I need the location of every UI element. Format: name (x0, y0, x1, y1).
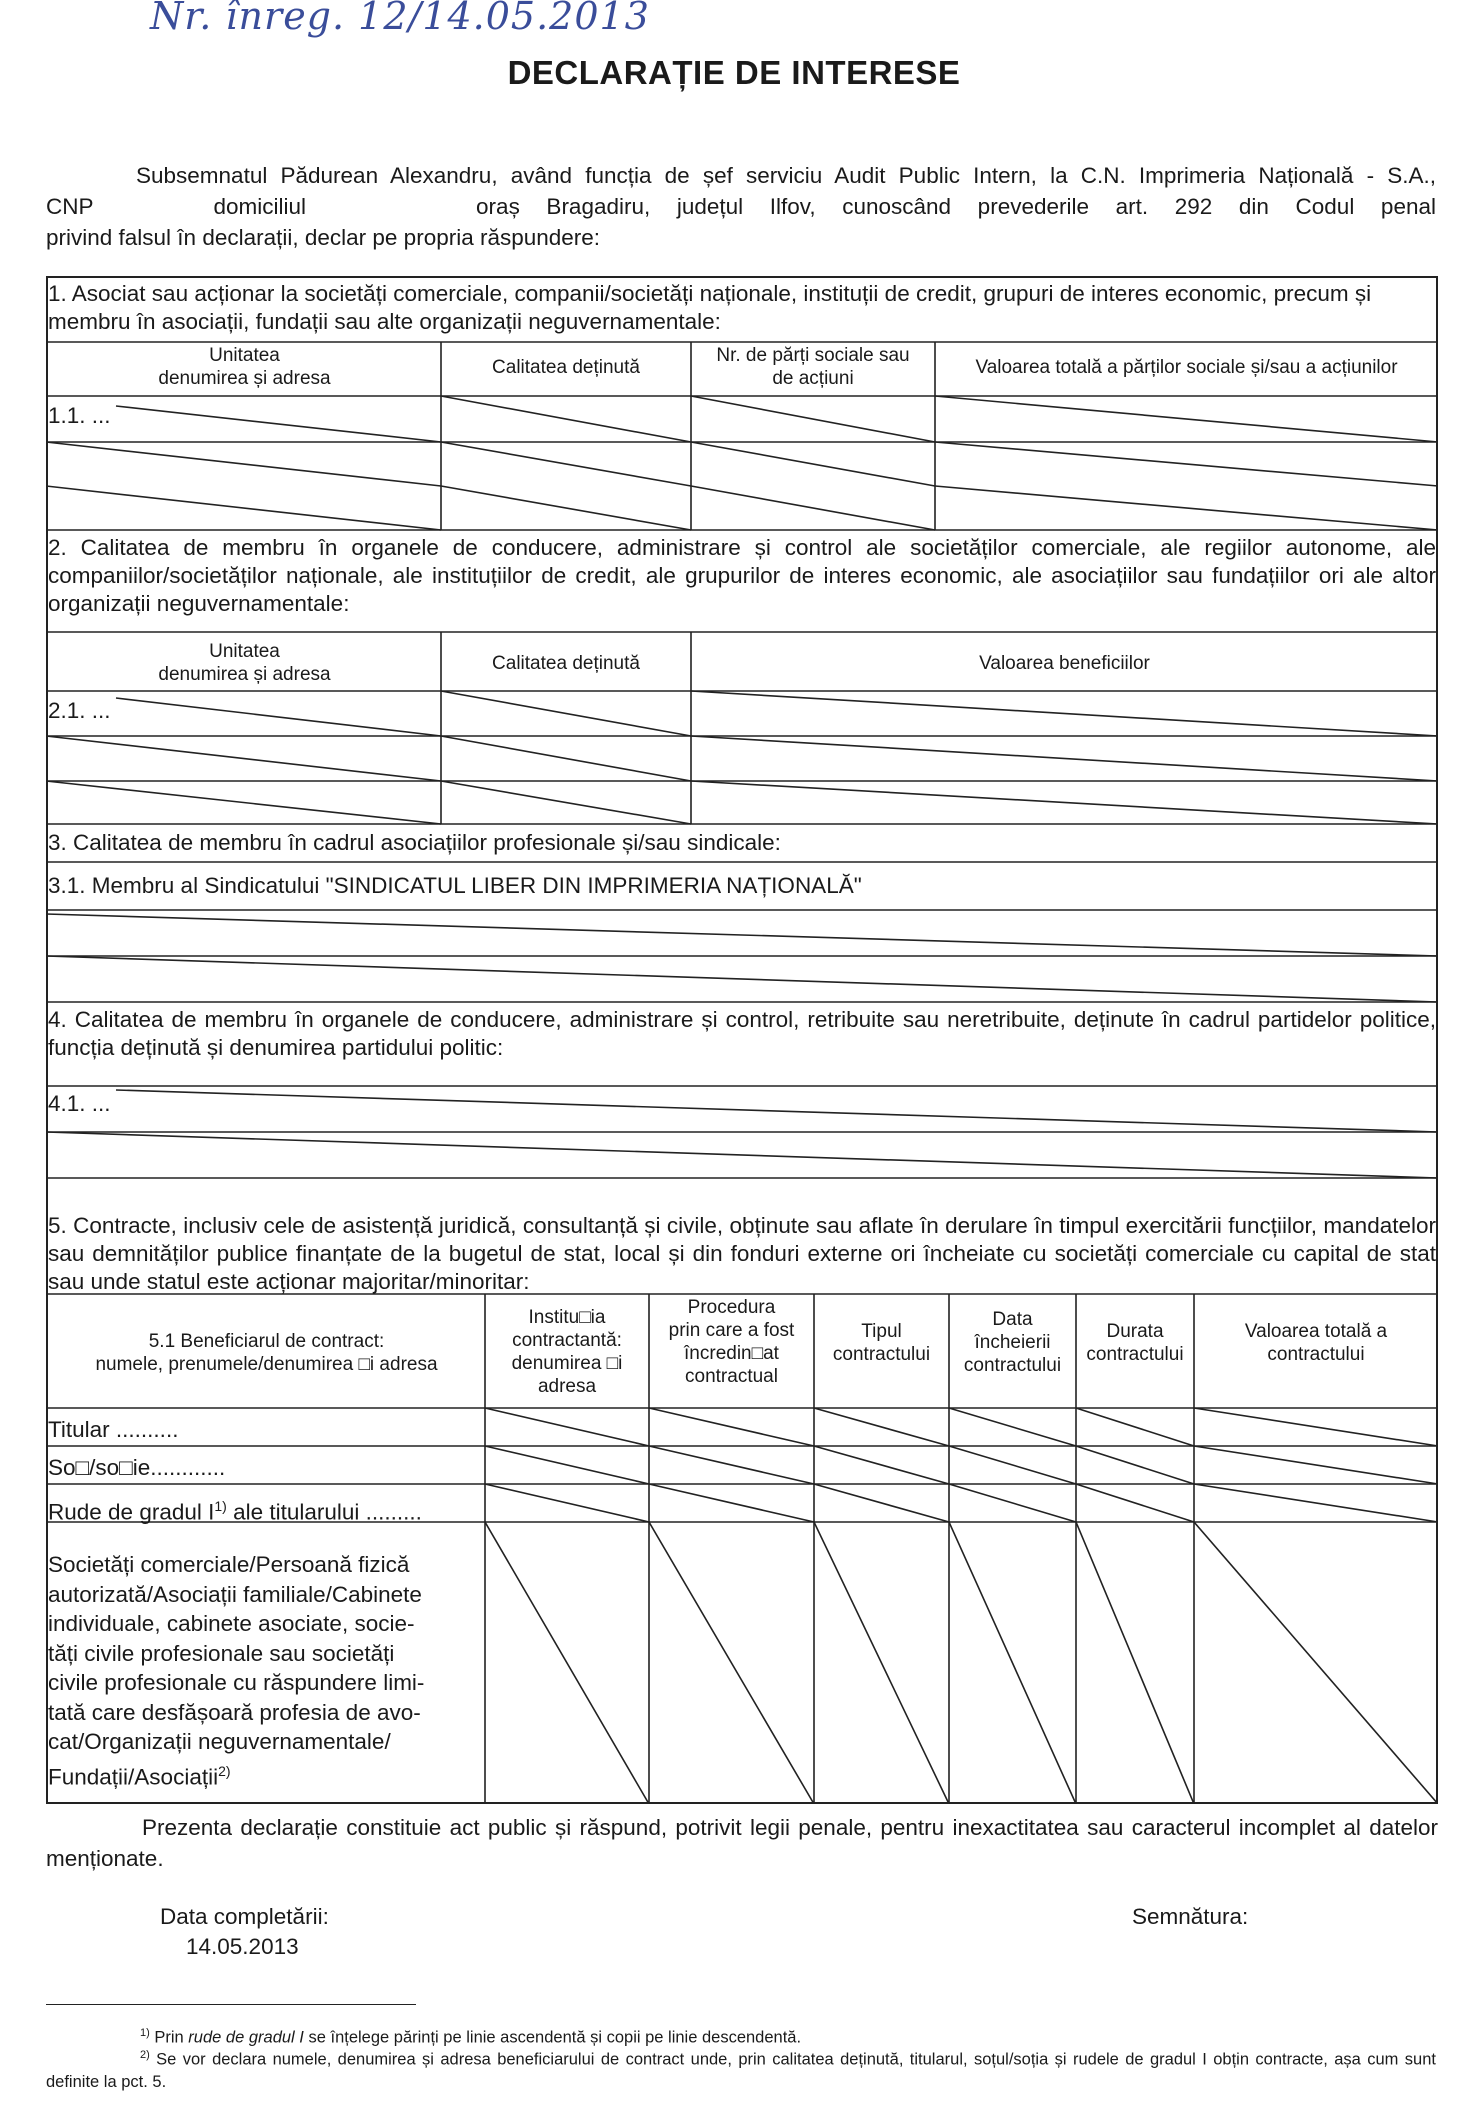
section5-col-procedura-line1: Procedura (687, 1297, 776, 1318)
section3-heading: 3. Calitatea de membru în cadrul asociațiilor profesionale și/sau sindicale: (48, 830, 781, 855)
section5-col-procedura (649, 1296, 814, 1388)
section2-row-1: 2.1. ... (48, 698, 111, 723)
declarant-intro (46, 160, 1436, 253)
section5-col-valoarea-line2: contractului (1267, 1344, 1365, 1365)
section5-col-institutia-line3: denumirea □i adresa (511, 1353, 623, 1397)
section5-row-societati-last-text: Fundații/Asociații (48, 1764, 219, 1789)
section5-col-procedura-line3: încredin□at (684, 1343, 779, 1364)
section5-col-beneficiar-line1: 5.1 Beneficiarul de contract: (148, 1331, 385, 1352)
footnote-2-text: Se vor declara numele, denumirea și adresa beneficiarului de contract unde, prin calitatea deținută, titularul, soțul/soția și rudele de gradul I obțin contracte, așa cum sunt definite la pct. 5. (46, 2050, 1436, 2091)
section5-row-rude-text-b: ale titularului ......... (226, 1499, 422, 1525)
section5-row-rude (48, 1492, 422, 1527)
section1-col-nr-parti-line2: de acțiuni (772, 368, 854, 389)
section5-col-tipul-line2: contractului (832, 1344, 931, 1365)
section5-col-durata-line1: Durata (1106, 1321, 1164, 1342)
signature-label: Semnătura: (1132, 1904, 1249, 1929)
section1-col-valoarea: Valoarea totală a părților sociale și/sau a acțiunilor (975, 357, 1398, 378)
section5-row-societati-line-last (48, 1757, 478, 1792)
footnote-separator (46, 2004, 416, 2005)
section5-col-procedura-line4: contractual (685, 1366, 778, 1387)
section1-col-calitatea: Calitatea deținută (492, 357, 640, 378)
section5-row-societati-line: autorizată/Asociații familiale/Cabinete (48, 1581, 422, 1607)
section5-row-sot: So□/so□ie............ (48, 1455, 226, 1480)
footnote-2-marker: 2) (140, 2049, 150, 2061)
section5-row-societati-line: tată care desfășoară profesia de avo- (48, 1699, 421, 1725)
section5-col-institutia-line1: Institu□ia (528, 1307, 606, 1328)
section5-row-societati-line: Societăți comerciale/Persoană fizică (48, 1552, 410, 1577)
footnote-1-text-b: se înțelege părinți pe linie ascendentă și copii pe linie descendentă. (303, 2028, 802, 2047)
section1-heading: 1. Asociat sau acționar la societăți comerciale, companii/societăți naționale, instituții de credit, grupuri de interes economic, precum și membru în asociații, fundații sau alte organizații neguvernamentale: (48, 281, 1372, 334)
footnote-1-marker: 1) (140, 2027, 150, 2039)
section2-col-unitatea-line1: Unitatea (209, 641, 280, 662)
section1-col-unitatea-line2: denumirea și adresa (158, 368, 331, 389)
section5-row-societati (48, 1550, 478, 1792)
intro-line-3: privind falsul în declarații, declar pe propria răspundere: (46, 225, 601, 250)
footnote-1-emphasis: rude de gradul I (188, 2028, 304, 2047)
section1-col-nr-parti-line1: Nr. de părți sociale sau (716, 345, 910, 366)
section5-col-tipul-line1: Tipul (861, 1321, 902, 1342)
section5-row-rude-sup: 1) (214, 1498, 227, 1514)
section5-col-beneficiar (48, 1330, 485, 1376)
section5-col-durata (1076, 1320, 1194, 1366)
page-title: DECLARAȚIE DE INTERESE (507, 54, 961, 91)
section4-row-1: 4.1. ... (48, 1091, 111, 1116)
section2-heading: 2. Calitatea de membru în organele de conducere, administrare și control ale societăților comerciale, ale regiilor autonome, ale companiilor/societăților naționale, ale instituțiilor de credit, ale grupurilor de interes economic, ale asociațiilor sau fundațiilor ori ale altor organizații neguvernamentale: (48, 535, 1436, 616)
section5-col-data-line1: Data (992, 1309, 1033, 1330)
section1-col-unitatea-line1: Unitatea (209, 345, 280, 366)
footnote-2 (46, 2044, 1436, 2093)
section5-row-societati-line: individuale, cabinete asociate, socie- (48, 1611, 415, 1636)
section5-col-procedura-line2: prin care a fost (668, 1320, 795, 1341)
cnp-label: CNP (46, 194, 94, 219)
section5-col-data-line3: contractului (963, 1355, 1062, 1376)
domiciliu-label: domiciliul (213, 194, 307, 219)
section5-col-valoarea (1194, 1320, 1438, 1366)
section3-row-1: 3.1. Membru al Sindicatului "SINDICATUL LIBER DIN IMPRIMERIA NAȚIONALĂ" (48, 873, 862, 898)
footnote-1-text-a: Prin (149, 2028, 189, 2047)
section5-col-institutia-line2: contractantă: (512, 1330, 622, 1351)
section5-row-titular: Titular .......... (48, 1417, 179, 1442)
section1-col-nr-parti (691, 344, 935, 390)
section5-col-data (949, 1308, 1076, 1377)
intro-line-2 (46, 191, 1436, 222)
section2-col-unitatea (48, 640, 441, 686)
closing-statement: Prezenta declarație constituie act public și răspund, potrivit legii penale, pentru inexactitatea sau caracterul incomplet al datelor menționate. (46, 1815, 1438, 1871)
section5-row-societati-line: tăți civile profesionale sau societăți (48, 1640, 395, 1666)
section5-row-societati-line: civile profesionale cu răspundere limi- (48, 1670, 425, 1695)
section5-col-valoarea-line1: Valoarea totală a (1244, 1321, 1388, 1342)
section5-heading: 5. Contracte, inclusiv cele de asistență juridică, consultanță și civile, obținute sau aflate în derulare în timpul exercitării funcțiilor, mandatelor sau demnităților publice finanțate de la bugetul de stat, local și din fonduri externe ori încheiate cu societăți comerciale cu capital de stat sau unde statul este acționar majoritar/minoritar: (48, 1213, 1436, 1294)
section5-row-rude-text: Rude de gradul I (48, 1499, 215, 1525)
registration-handwritten-note: Nr. înreg. 12/14.05.2013 (150, 0, 650, 38)
section5-col-tipul (814, 1320, 949, 1366)
date-label: Data completării: (160, 1904, 329, 1929)
section1-col-unitatea (48, 344, 441, 390)
intro-line-1: Subsemnatul Pădurean Alexandru, având funcția de șef serviciu Audit Public Intern, la C.N. Imprimeria Națională - S.A., (136, 163, 1436, 188)
section2-col-calitatea: Calitatea deținută (492, 653, 640, 674)
section2-col-valoarea-beneficiilor: Valoarea beneficiilor (979, 653, 1150, 674)
intro-line-2-rest: oraș Bragadiru, județul Ilfov, cunoscând prevederile art. 292 din Codul penal (476, 194, 1436, 219)
section5-row-societati-sup: 2) (218, 1762, 231, 1779)
section5-col-durata-line2: contractului (1086, 1344, 1184, 1365)
section2-col-unitatea-line2: denumirea și adresa (158, 664, 331, 685)
section5-col-beneficiar-line2: numele, prenumele/denumirea □i adresa (95, 1354, 438, 1375)
section5-col-institutia (485, 1306, 649, 1398)
section4-heading: 4. Calitatea de membru în organele de conducere, administrare și control, retribuite sau neretribuite, deținute în cadrul partidelor politice, funcția deținută și denumirea partidului politic: (48, 1007, 1436, 1060)
section1-row-1: 1.1. ... (48, 403, 111, 428)
section5-row-societati-line: cat/Organizații neguvernamentale/ (48, 1729, 391, 1754)
section5-col-data-line2: încheierii (974, 1332, 1051, 1353)
date-value: 14.05.2013 (186, 1934, 299, 1959)
